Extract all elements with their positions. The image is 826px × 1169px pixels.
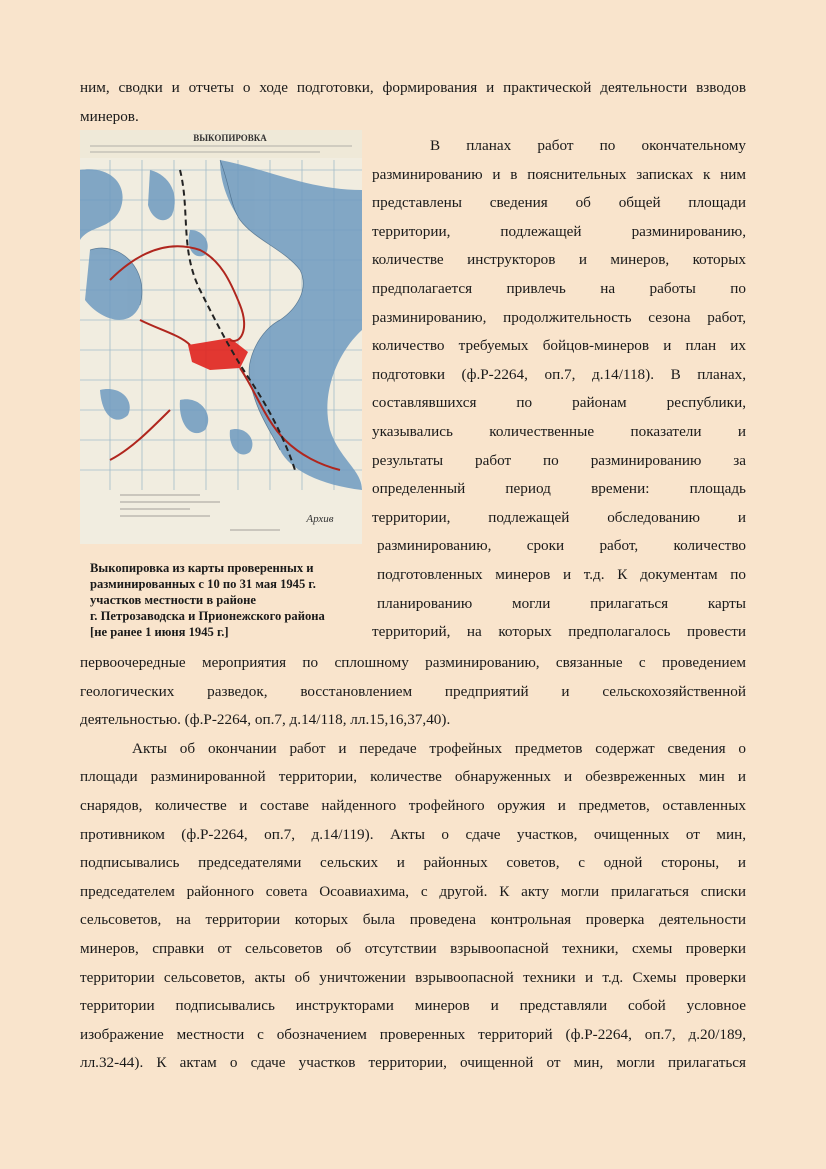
body-line: подготовленных минеров и т.д. К документам по (377, 566, 746, 583)
body-line: минеров, справки от сельсоветов об отсутствии взрывоопасной техники, схемы проверки (80, 940, 746, 957)
caption-line: Выкопировка из карты проверенных и (90, 561, 314, 575)
body-line: деятельностью. (ф.Р-2264, оп.7, д.14/118, лл.15,16,37,40). (80, 711, 451, 729)
body-line: председателем районного совета Осоавиахима, с другой. К акту могли прилагаться списки (80, 882, 746, 900)
body-line: Акты об окончании работ и передаче трофейных предметов содержат сведения о (132, 739, 746, 757)
caption-line: г. Петрозаводска и Прионежского района (90, 609, 325, 623)
body-line: количестве инструкторов и минеров, которых (372, 251, 746, 269)
body-line: представлены сведения об общей площади (372, 194, 746, 212)
body-line: подписывались председателями сельских и районных советов, с одной стороны, и (80, 854, 746, 872)
body-line: ним, сводки и отчеты о ходе подготовки, формирования и практической деятельности взводов (80, 79, 746, 96)
body-line: территории, подлежащей разминированию, (372, 222, 746, 240)
caption-line: разминированных с 10 по 31 мая 1945 г. (90, 577, 316, 591)
map-image (80, 130, 362, 544)
caption-line: участков местности в районе (90, 593, 256, 607)
body-line: указывались количественные показатели и (372, 423, 746, 440)
figure-caption (90, 560, 365, 640)
map-header-text: ВЫКОПИРОВКА (193, 133, 267, 143)
body-line: территорий, на которых предполагалось провести (372, 623, 746, 641)
body-line: территории, подлежащей обследованию и (372, 508, 746, 526)
body-line: снарядов, количестве и составе найденного трофейного оружия и предметов, оставленных (80, 797, 746, 814)
body-line: территории подписывались инструкторами минеров и представляли собой условное (80, 997, 746, 1015)
body-line: минеров. (80, 108, 139, 125)
caption-line: [не ранее 1 июня 1945 г.] (90, 625, 229, 639)
body-line: геологических разведок, восстановлением предприятий и сельскохозяйственной (80, 682, 746, 700)
body-line: разминированию и в пояснительных записках к ним (372, 165, 746, 183)
body-line: составлявшихся по районам республики, (372, 394, 746, 412)
body-line: сельсоветов, на территории которых была проведена контрольная проверка деятельности (80, 911, 746, 929)
body-line: планированию могли прилагаться карты (377, 594, 746, 612)
body-line: лл.32-44). К актам о сдаче участков территории, очищенной от мин, могли прилагаться (80, 1054, 746, 1072)
body-line: разминированию, продолжительность сезона работ, (372, 308, 746, 326)
body-line: подготовки (ф.Р-2264, оп.7, д.14/118). В планах, (372, 365, 746, 383)
body-line: площади разминированной территории, количестве обнаруженных и обезвреженных мин и (80, 768, 746, 786)
body-line: изображение местности с обозначением проверенных территорий (ф.Р-2264, оп.7, д.20/189, (80, 1025, 746, 1043)
map-stamp-text: Архив (306, 513, 334, 525)
body-line: результаты работ по разминированию за (372, 451, 746, 469)
body-line: противником (ф.Р-2264, оп.7, д.14/119). Акты о сдаче участков, очищенных от мин, (80, 825, 746, 843)
body-line: предполагается привлечь на работы по (372, 280, 746, 297)
body-line: В планах работ по окончательному (430, 137, 746, 154)
body-line: территории сельсоветов, акты об уничтожении взрывоопасной техники и т.д. Схемы проверки (80, 968, 746, 986)
body-line: разминированию, сроки работ, количество (377, 537, 746, 555)
body-line: определенный период времени: площадь (372, 480, 746, 498)
body-line: первоочередные мероприятия по сплошному разминированию, связанные с проведением (80, 654, 746, 671)
body-line: количество требуемых бойцов-минеров и план их (372, 337, 746, 355)
